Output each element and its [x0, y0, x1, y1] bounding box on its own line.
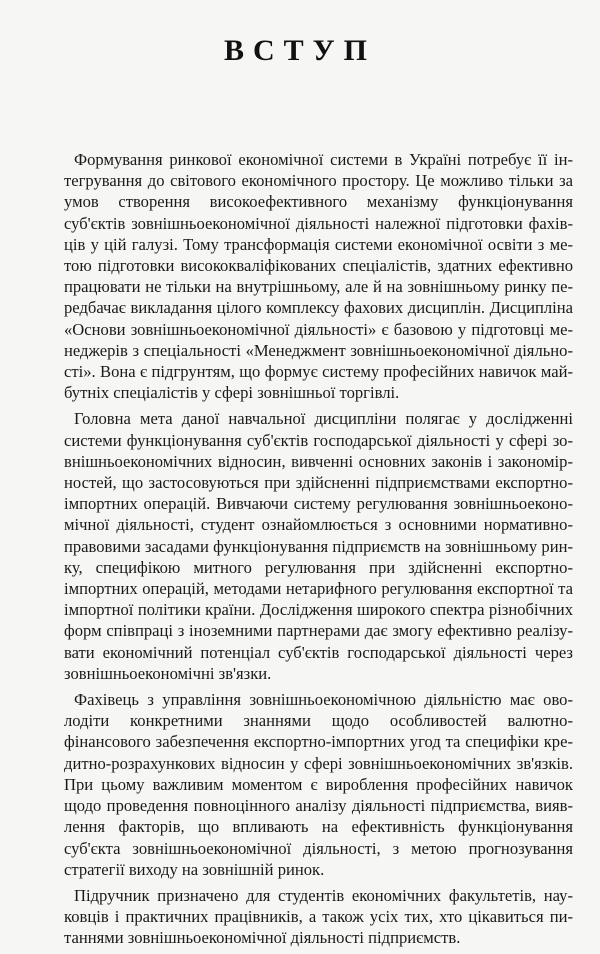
- text-line: стратегії виходу на зовнішній ринок.: [64, 859, 325, 879]
- text-line: умов створення високоефективного механізму функціонування: [64, 192, 573, 212]
- text-line: При цьому важливим моментом є вироблення професійних навичок: [64, 774, 573, 794]
- text-line: зовнішньоекономічні зв'язки.: [64, 663, 272, 683]
- text-line: тою підготовки висококваліфікованих спеціалістів, здатних ефективно: [64, 256, 573, 276]
- text-line: Фахівець з управління зовнішньоекономічною діяльністю має ово-: [74, 690, 573, 710]
- text-line: дитно-розрахункових відносин у сфері зовнішньоекономічних зв'язків.: [64, 753, 573, 773]
- text-line: Підручник призначено для студентів економічних факультетів, нау-: [74, 885, 573, 905]
- text-line: лення факторів, що впливають на ефективність функціонування: [64, 817, 573, 837]
- text-line: редбачає викладання цілого комплексу фахових дисциплін. Дисципліна: [64, 298, 573, 318]
- chapter-title: ВСТУП: [223, 34, 377, 67]
- text-line: форм співпраці з іноземними партнерами дає змогу ефективно реалізу-: [64, 621, 573, 641]
- text-line: «Основи зовнішньоекономічної діяльності» є базовою у підготовці ме-: [64, 319, 573, 339]
- text-line: тегрування до світового економічного простору. Це можливо тільки за: [64, 171, 573, 191]
- paragraph-2: [64, 408, 573, 684]
- text-line: неджерів з спеціальності «Менеджмент зовнішньоекономічної діяльно-: [64, 340, 573, 360]
- text-line: системи функціонування суб'єктів господарської діяльності у сфері зо-: [64, 430, 573, 450]
- text-line: мічної діяльності, студент ознайомлюється з основними нормативно-: [64, 515, 573, 535]
- text-line: щодо проведення повноцінного аналізу діяльності підприємства, вияв-: [64, 796, 573, 816]
- text-line: сті». Вона є підгрунтям, що формує систему професійних навичок май-: [64, 362, 573, 382]
- text-line: імпортних операцій, методами нетарифного регулювання експортної та: [64, 579, 573, 599]
- text-line: фінансового забезпечення експортно-імпортних угод та специфіки кре-: [64, 732, 573, 752]
- text-line: ців у цій галузі. Тому трансформація системи економічної освіти з ме-: [64, 234, 573, 254]
- text-line: ку, специфікою митного регулювання при здійсненні експортно-: [64, 557, 573, 577]
- text-line: бутніх спеціалістів у сфері зовнішньої торгівлі.: [64, 383, 400, 403]
- text-line: імпортних операцій. Вивчаючи систему регулювання зовнішньоеконо-: [64, 494, 573, 514]
- text-line: суб'єктів зовнішньоекономічної діяльності належної підготовки фахів-: [64, 213, 573, 233]
- text-line: правовими засадами функціонування підприємств на зовнішньому рин-: [64, 536, 573, 556]
- page-body: [64, 149, 573, 954]
- text-line: працювати не тільки на внутрішньому, але й на зовнішньому ринку пе-: [64, 277, 573, 297]
- paragraph-1: [64, 149, 573, 403]
- text-line: Головна мета даної навчальної дисципліни полягає у дослідженні: [74, 409, 573, 429]
- text-line: суб'єкта зовнішньоекономічної діяльності, з метою прогнозування: [64, 838, 573, 858]
- text-line: лодіти конкретними знаннями щодо особливостей валютно-: [64, 711, 573, 731]
- text-line: таннями зовнішньоекономічної діяльності підприємств.: [64, 928, 461, 948]
- paragraph-4: [64, 885, 573, 949]
- text-line: ковців і практичних працівників, а також усіх тих, хто цікавиться пи-: [64, 907, 573, 927]
- paragraph-3: [64, 689, 573, 880]
- text-line: ностей, що застосовуються при здійсненні підприємствами експортно-: [64, 473, 573, 493]
- text-line: імпортної політики країни. Дослідження широкого спектра різнобічних: [64, 600, 573, 620]
- text-line: внішньоекономічних відносин, вивченні основних законів і закономір-: [64, 451, 573, 471]
- text-line: Формування ринкової економічної системи в Україні потребує її ін-: [74, 150, 573, 169]
- text-line: вати економічний потенціал суб'єктів господарської діяльності через: [64, 642, 573, 662]
